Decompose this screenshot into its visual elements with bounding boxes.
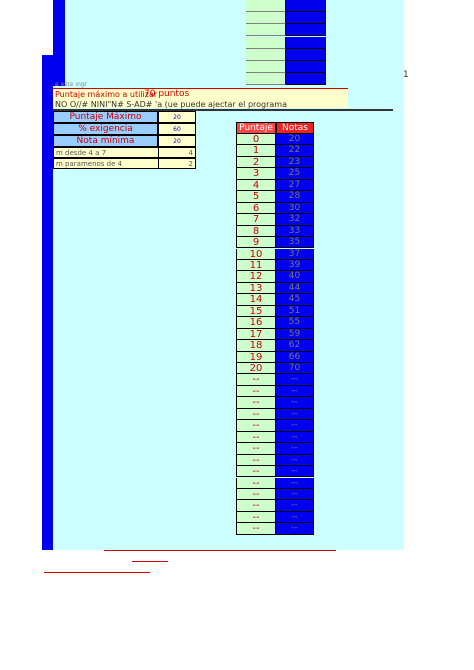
nota-cell: -- (276, 432, 314, 443)
puntaje-cell: 16 (236, 317, 276, 328)
puntaje-cell: 1 (236, 145, 276, 156)
top-grid-row (246, 73, 326, 85)
param-value[interactable]: 60 (158, 123, 196, 135)
top-grid-cell (246, 0, 286, 12)
nota-cell: 66 (276, 352, 314, 363)
nota-cell: 62 (276, 340, 314, 351)
top-grid-row (246, 24, 326, 36)
top-grid-cell (286, 37, 326, 49)
puntaje-cell: -- (236, 500, 276, 511)
top-grid-cell (246, 24, 286, 36)
puntaje-cell: -- (236, 420, 276, 431)
extra-row-label: m desde 4 a 7 (56, 149, 107, 157)
puntaje-cell: 2 (236, 157, 276, 168)
nota-cell: 44 (276, 283, 314, 294)
nota-cell: 22 (276, 145, 314, 156)
param-label: Puntaje Máximo (53, 111, 158, 123)
top-grid-cell (246, 49, 286, 61)
puntaje-cell: 9 (236, 237, 276, 248)
extra-row (53, 158, 196, 169)
col-header-notas: Notas (276, 122, 314, 134)
extra-row-divider (158, 148, 159, 157)
nota-cell: -- (276, 386, 314, 397)
nota-cell: -- (276, 397, 314, 408)
puntaje-cell: 3 (236, 168, 276, 179)
top-grid-cell (246, 12, 286, 24)
puntaje-cell: 12 (236, 271, 276, 282)
left-border-top (53, 0, 65, 86)
top-grid-cell (286, 0, 326, 12)
top-grid-row (246, 61, 326, 73)
top-grid-cell (246, 37, 286, 49)
puntaje-cell: -- (236, 478, 276, 489)
puntaje-cell: -- (236, 397, 276, 408)
top-grid-cell (246, 61, 286, 73)
puntaje-cell: -- (236, 374, 276, 385)
param-label: Nota mínima (53, 135, 158, 147)
max-score-value: 70 puntos (144, 89, 190, 99)
header-line-0: e este ingr (55, 82, 88, 88)
nota-cell: 39 (276, 260, 314, 271)
nota-cell: 40 (276, 271, 314, 282)
warning-line: NO O//# NINI"N# S-AD# 'a (ue puede ajectar el programa (55, 100, 287, 109)
nota-cell: 70 (276, 363, 314, 374)
puntaje-cell: 8 (236, 226, 276, 237)
puntaje-cell: -- (236, 489, 276, 500)
nota-cell: 55 (276, 317, 314, 328)
nota-cell: -- (276, 466, 314, 477)
puntaje-cell: -- (236, 466, 276, 477)
puntaje-cell: 18 (236, 340, 276, 351)
bottom-line-1 (104, 550, 336, 551)
nota-cell: -- (276, 523, 314, 534)
nota-cell: 20 (276, 134, 314, 145)
bottom-line-3 (44, 572, 150, 573)
nota-cell: 33 (276, 226, 314, 237)
top-grid-cell (286, 24, 326, 36)
extra-row (53, 147, 196, 158)
nota-cell: -- (276, 443, 314, 454)
header-divider (53, 88, 348, 89)
puntaje-cell: -- (236, 512, 276, 523)
nota-cell: 32 (276, 214, 314, 225)
top-grid-row (246, 37, 326, 49)
puntaje-cell: 20 (236, 363, 276, 374)
puntaje-cell: 5 (236, 191, 276, 202)
puntaje-cell: 0 (236, 134, 276, 145)
nota-cell: 59 (276, 329, 314, 340)
nota-cell: -- (276, 500, 314, 511)
nota-cell: -- (276, 512, 314, 523)
nota-cell: -- (276, 489, 314, 500)
puntaje-cell: 4 (236, 180, 276, 191)
nota-cell: 37 (276, 249, 314, 260)
puntaje-cell: 10 (236, 249, 276, 260)
max-score-label: Puntaje máximo a utilizar (55, 90, 158, 99)
nota-cell: 25 (276, 168, 314, 179)
nota-cell: 28 (276, 191, 314, 202)
param-value[interactable]: 20 (158, 111, 196, 123)
puntaje-cell: 14 (236, 294, 276, 305)
puntaje-cell: -- (236, 409, 276, 420)
nota-cell: 23 (276, 157, 314, 168)
left-border-main (42, 55, 53, 550)
param-label: % exigencia (53, 123, 158, 135)
puntaje-cell: 11 (236, 260, 276, 271)
puntaje-cell: 17 (236, 329, 276, 340)
nota-cell: -- (276, 374, 314, 385)
nota-cell: 27 (276, 180, 314, 191)
col-header-puntaje: Puntaje (236, 122, 276, 134)
extra-row-value: 4 (188, 149, 193, 157)
top-grid-cell (286, 12, 326, 24)
nota-cell: 30 (276, 203, 314, 214)
puntaje-cell: 19 (236, 352, 276, 363)
puntaje-cell: 13 (236, 283, 276, 294)
nota-cell: -- (276, 420, 314, 431)
puntaje-cell: 6 (236, 203, 276, 214)
top-grid-row (246, 49, 326, 61)
param-value[interactable]: 20 (158, 135, 196, 147)
nota-cell: 51 (276, 306, 314, 317)
page-number: 1 (403, 70, 409, 80)
puntaje-cell: 15 (236, 306, 276, 317)
nota-cell: 35 (276, 237, 314, 248)
extra-row-divider (158, 159, 159, 168)
extra-row-label: m paramenos de 4 (56, 160, 123, 168)
puntaje-cell: -- (236, 523, 276, 534)
nota-cell: -- (276, 409, 314, 420)
top-grid-cell (286, 61, 326, 73)
top-grid-row (246, 12, 326, 24)
extra-row-value: 2 (188, 160, 193, 168)
puntaje-cell: -- (236, 432, 276, 443)
sheet-top-area (57, 0, 404, 86)
nota-cell: -- (276, 478, 314, 489)
top-grid-row (246, 0, 326, 12)
top-grid-cell (286, 73, 326, 85)
top-grid-cell (246, 73, 286, 85)
puntaje-cell: -- (236, 455, 276, 466)
puntaje-cell: -- (236, 386, 276, 397)
puntaje-cell: 7 (236, 214, 276, 225)
nota-cell: -- (276, 455, 314, 466)
bottom-line-2 (132, 561, 168, 562)
top-grid-fragment (246, 0, 326, 86)
top-grid-cell (286, 49, 326, 61)
nota-cell: 45 (276, 294, 314, 305)
puntaje-cell: -- (236, 443, 276, 454)
